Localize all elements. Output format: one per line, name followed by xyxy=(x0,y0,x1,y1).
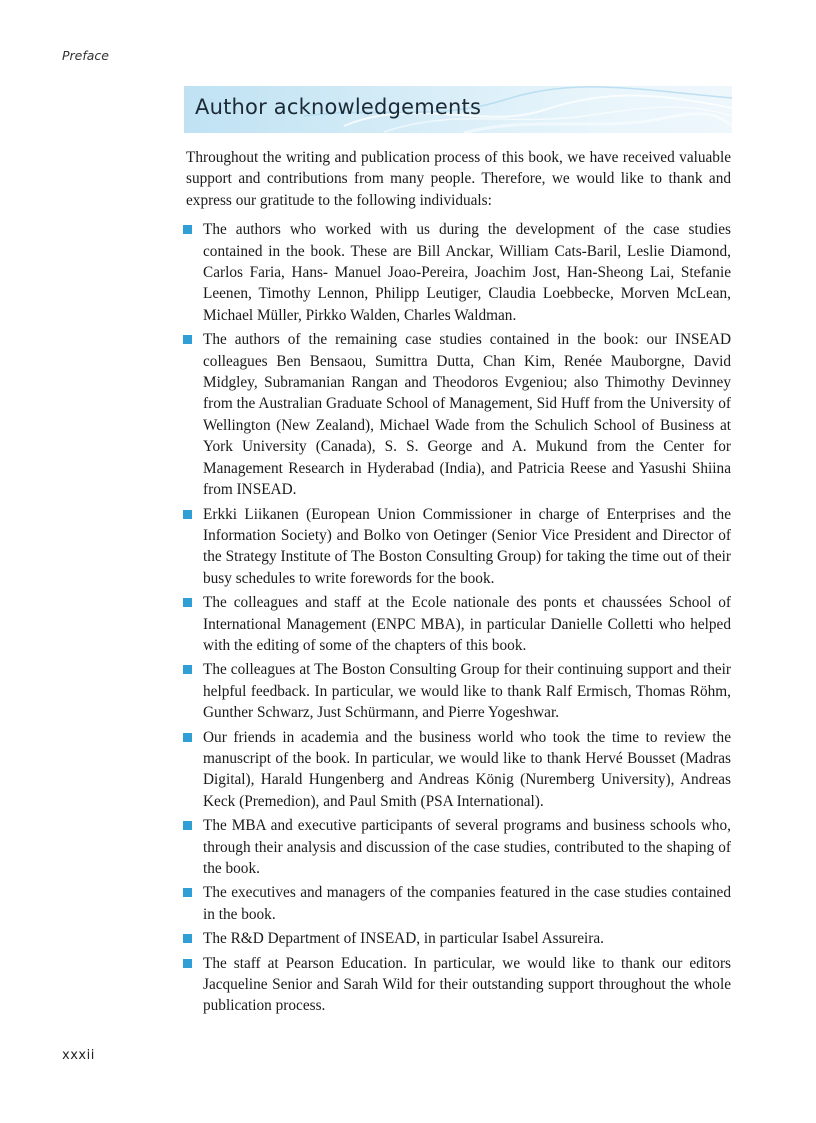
list-item-text: The authors of the remaining case studies contained in the book: our INSEAD colleagues Ben Bensaou, Sumittra Dutta, Chan Kim, Renée Mauborgne, David Midgley, Subramanian Rangan and Theodoros Evgeniou; also Thimothy Devinney from the Australian Graduate School of Management, Sid Huff from the University of Wellington (New Zealand), Michael Wade from the Schulich School of Business at York University (Canada), S. S. George and A. Mukund from the Center for Management Research in Hyderabad (India), and Patricia Reese and Yasushi Shiina from INSEAD. xyxy=(203,331,731,499)
list-item-text: Our friends in academia and the business world who took the time to review the manuscript of the book. In particular, we would like to thank Hervé Bousset (Madras Digital), Harald Hungenberg and Andreas König (Nuremberg University), Andreas Keck (Premedion), and Paul Smith (PSA International). xyxy=(203,728,731,810)
section-title: Author acknowledgements xyxy=(195,95,482,119)
square-bullet-icon xyxy=(183,959,192,968)
page-number: xxxii xyxy=(62,1048,95,1063)
list-item-text: The R&D Department of INSEAD, in particular Isabel Assureira. xyxy=(203,930,605,948)
list-item xyxy=(186,504,731,590)
running-head: Preface xyxy=(62,48,109,63)
intro-paragraph: Throughout the writing and publication process of this book, we have received valuable support and contributions from many people. Therefore, we would like to thank and express our gratitude to the following individuals: xyxy=(186,149,731,209)
list-item-text: Erkki Liikanen (European Union Commissioner in charge of Enterprises and the Information Society) and Bolko von Oetinger (Senior Vice President and Director of the Strategy Institute of The Boston Consulting Group) for taking the time out of their busy schedules to write forewords for the book. xyxy=(203,505,731,587)
list-item-text: The staff at Pearson Education. In particular, we would like to thank our editors Jacqueline Senior and Sarah Wild for their outstanding support throughout the whole publication process. xyxy=(203,954,731,1015)
list-item xyxy=(186,815,731,879)
list-item-text: The executives and managers of the companies featured in the case studies contained in the book. xyxy=(203,884,731,923)
square-bullet-icon xyxy=(183,934,192,943)
square-bullet-icon xyxy=(183,598,192,607)
square-bullet-icon xyxy=(183,510,192,519)
list-item xyxy=(186,592,731,656)
list-item xyxy=(186,219,731,326)
list-item xyxy=(186,953,731,1017)
list-item xyxy=(186,882,731,925)
square-bullet-icon xyxy=(183,888,192,897)
list-item xyxy=(186,329,731,500)
section-heading-banner xyxy=(184,86,732,133)
list-item-text: The MBA and executive participants of several programs and business schools who, through their analysis and discussion of the case studies, contributed to the shaping of the book. xyxy=(203,817,731,877)
square-bullet-icon xyxy=(183,733,192,742)
square-bullet-icon xyxy=(183,225,192,234)
acknowledgements-list xyxy=(186,219,731,1017)
list-item-text: The authors who worked with us during the development of the case studies contained in the book. These are Bill Anckar, William Cats-Baril, Leslie Diamond, Carlos Faria, Hans- Manuel Joao-Pereira, Joachim Jost, Han-Sheong Lai, Stefanie Leenen, Timothy Lennon, Philipp Leutiger, Claudia Loebbecke, Morven McLean, Michael Müller, Pirkko Walden, Charles Waldman. xyxy=(203,221,731,324)
square-bullet-icon xyxy=(183,665,192,674)
list-item-text: The colleagues at The Boston Consulting Group for their continuing support and their helpful feedback. In particular, we would like to thank Ralf Ermisch, Thomas Röhm, Gunther Schwarz, Just Schürmann, and Pierre Yogeshwar. xyxy=(203,661,731,722)
list-item xyxy=(186,727,731,813)
acknowledgements-body xyxy=(186,147,731,1020)
list-item xyxy=(186,659,731,723)
square-bullet-icon xyxy=(183,821,192,830)
list-item-text: The colleagues and staff at the Ecole nationale des ponts et chaussées School of International Management (ENPC MBA), in particular Danielle Colletti who helped with the editing of some of the chapters of this book. xyxy=(203,594,731,654)
list-item xyxy=(186,928,731,949)
square-bullet-icon xyxy=(183,335,192,344)
